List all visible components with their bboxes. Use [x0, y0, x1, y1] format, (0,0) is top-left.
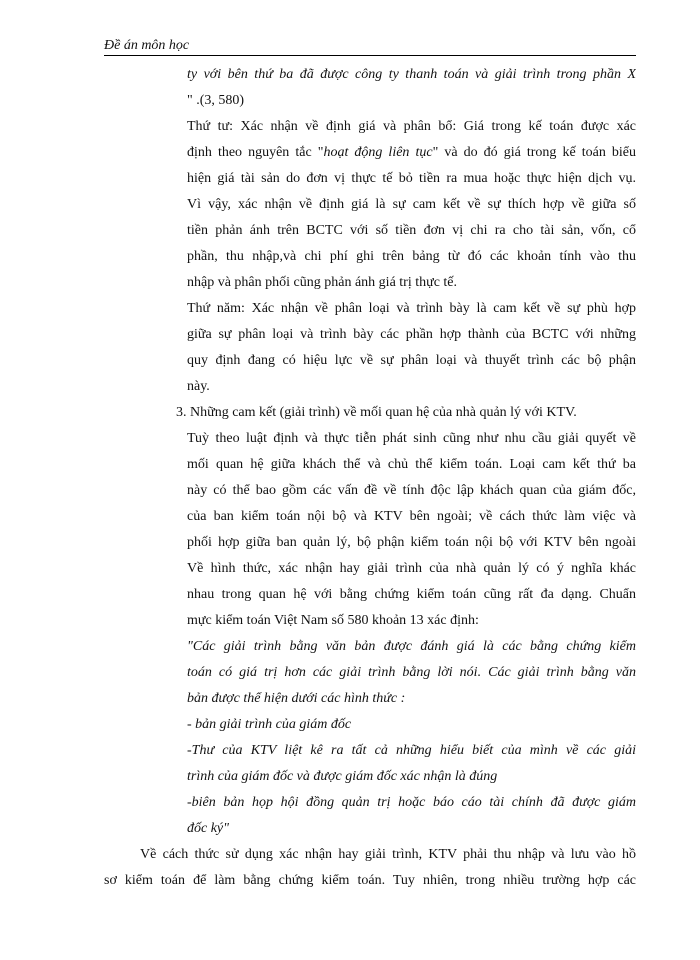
text-line: giữa sự phân loại và trình bày các phần hợp thành của BCTC với những	[187, 327, 636, 342]
text-line: định theo nguyên tắc "hoạt động liên tục" và do đó giá trong kế toán biểu	[187, 145, 636, 160]
quote-line: bản được thể hiện dưới các hình thức :	[187, 691, 406, 706]
text-line: Thứ năm: Xác nhận về phân loại và trình bày là cam kết về sự phù hợp	[187, 301, 636, 316]
text-line: ty với bên thứ ba đã được công ty thanh toán và giải trình trong phần X	[187, 67, 636, 82]
text-line: Về hình thức, xác nhận hay giải trình của nhà quản lý có ý nghĩa khác	[187, 561, 636, 576]
page-header: Đề án môn học	[104, 38, 636, 56]
text-line: Vì vậy, xác nhận về định giá là sự cam kết về sự thích hợp về giữa số	[187, 197, 636, 212]
text-line: tiền phản ánh trên BCTC với số tiền đơn vị chi ra cho tài sản, vốn, cổ	[187, 223, 636, 238]
text-line: hiện giá tài sản do đơn vị thực tế bỏ tiền ra mua hoặc thực hiện dịch vụ.	[187, 171, 636, 186]
quote-line: trình của giám đốc và được giám đốc xác nhận là đúng	[187, 769, 498, 784]
quote-line: "Các giải trình bằng văn bản được đánh giá là các bằng chứng kiểm	[187, 639, 636, 654]
text-line: phần, thu nhập,và chi phí ghi trên bảng từ đó các khoản tính vào thu	[187, 249, 636, 264]
quote-list-item: - bản giải trình của giám đốc	[187, 717, 352, 732]
text-line: mối quan hệ giữa khách thể và chủ thể kiểm toán. Loại cam kết thứ ba	[187, 457, 636, 472]
quote-line: đốc ký"	[187, 821, 230, 836]
section-heading: 3. Những cam kết (giải trình) về mối quan hệ của nhà quản lý với KTV.	[176, 405, 577, 420]
text-line: sơ kiểm toán để làm bằng chứng kiểm toán. Tuy nhiên, trong nhiều trường hợp các	[104, 873, 636, 888]
text-line: mực kiểm toán Việt Nam số 580 khoản 13 xác định:	[187, 613, 479, 628]
text-line: " .(3, 580)	[187, 93, 245, 108]
text-line: quy định đang có hiệu lực về sự phân loại và thuyết trình các bộ phận	[187, 353, 636, 368]
text-line: Về cách thức sử dụng xác nhận hay giải trình, KTV phải thu nhập và lưu vào hồ	[140, 847, 636, 862]
quote-list-item: -Thư của KTV liệt kê ra tất cả những hiểu biết của mình về các giải	[187, 743, 636, 758]
quote-list-item: -biên bản họp hội đồng quản trị hoặc báo cáo tài chính đã được giám	[187, 795, 636, 810]
text-line: nhau trong quan hệ với bằng chứng kiểm toán cũng rất đa dạng. Chuẩn	[187, 587, 636, 602]
text-line: phối hợp giữa ban quản lý, bộ phận kiểm toán nội bộ với KTV bên ngoài	[187, 535, 636, 550]
text-line: này.	[187, 379, 210, 394]
quote-line: toán có giá trị hơn các giải trình bằng lời nói. Các giải trình bằng văn	[187, 665, 636, 680]
text-line: của ban kiểm toán nội bộ và KTV bên ngoài; về cách thức làm việc và	[187, 509, 636, 524]
text-line: nhập và phân phối cũng phản ánh giá trị thực tế.	[187, 275, 458, 290]
text-line: này có thể bao gồm các vấn đề về tính độc lập khách quan của giám đốc,	[187, 483, 636, 498]
text-line: Thứ tư: Xác nhận về định giá và phân bổ: Giá trong kế toán được xác	[187, 119, 636, 134]
text-line: Tuỳ theo luật định và thực tiễn phát sinh cũng như nhu cầu giải quyết về	[187, 431, 636, 446]
